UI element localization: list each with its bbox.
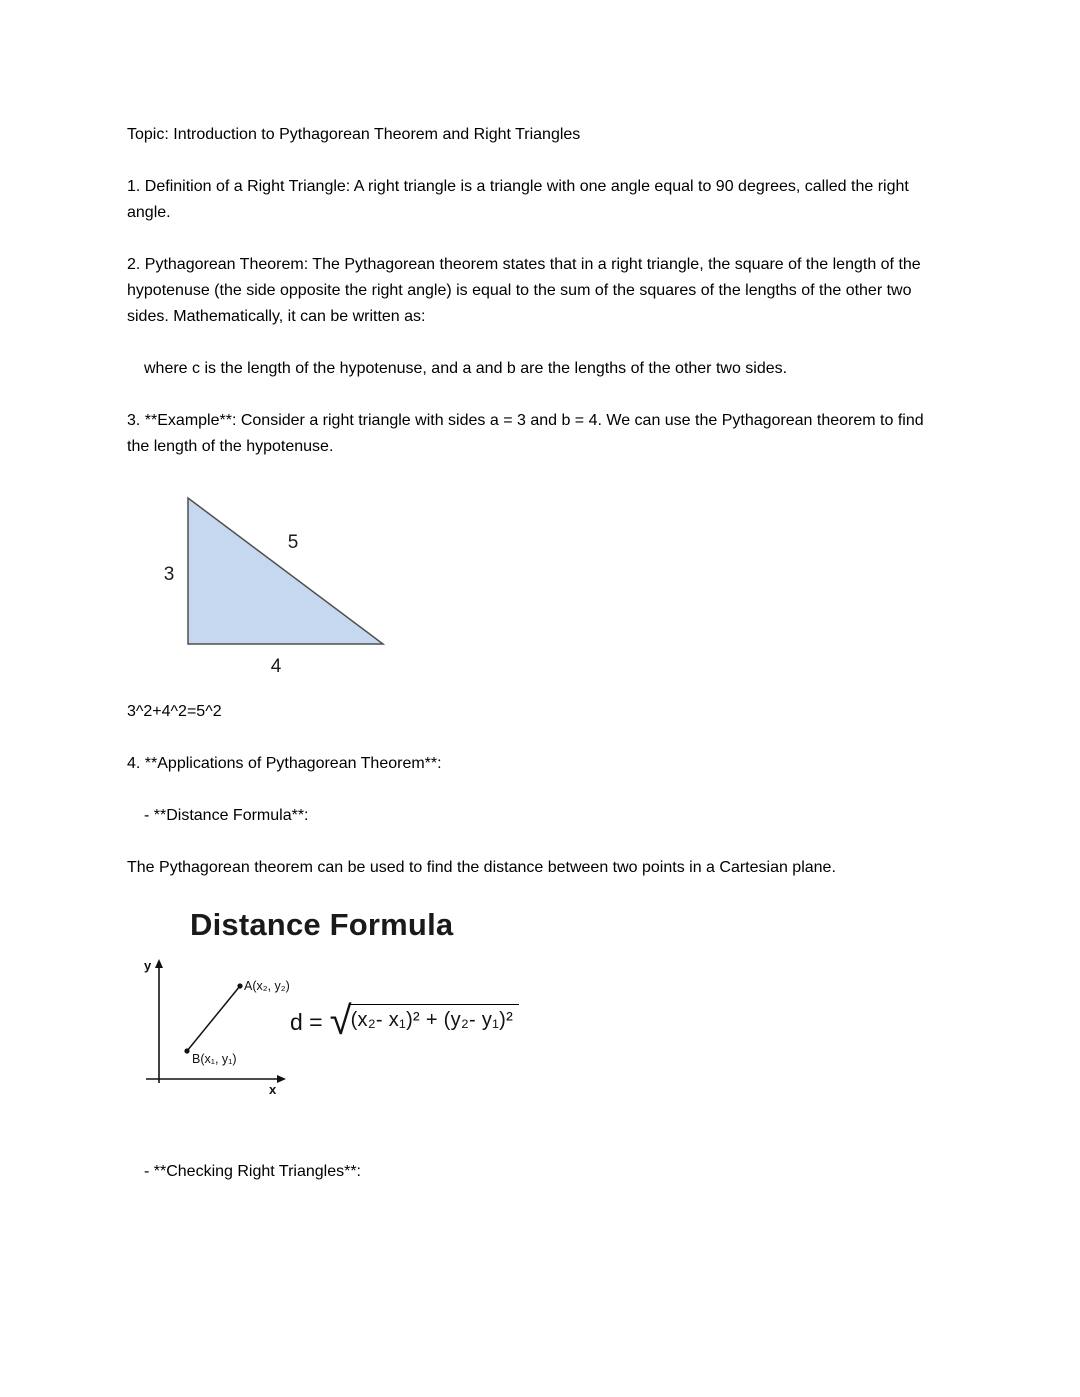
paragraph-equation: 3^2+4^2=5^2 bbox=[127, 703, 222, 720]
paragraph-where-clause: where c is the length of the hypotenuse, and a and b are the lengths of the other two sides. bbox=[144, 360, 788, 377]
x-axis-label: x bbox=[269, 1082, 277, 1097]
paragraph-checking-item: - **Checking Right Triangles**: bbox=[144, 1163, 361, 1180]
formula-lhs: d = bbox=[290, 1009, 323, 1035]
triangle-side-label-vertical: 3 bbox=[163, 564, 175, 585]
segment-ab bbox=[187, 986, 240, 1051]
paragraph-example: 3. **Example**: Consider a right triangle with sides a = 3 and b = 4. We can use the Pythagorean theorem to find the length of the hypotenuse. bbox=[127, 412, 929, 455]
paragraph-distance-text: The Pythagorean theorem can be used to find the distance between two points in a Cartesian plane. bbox=[127, 859, 836, 876]
point-a-dot-icon bbox=[237, 983, 242, 988]
triangle-side-label-hypotenuse: 5 bbox=[287, 532, 299, 553]
right-triangle-svg bbox=[133, 486, 433, 686]
point-b-label: B(x₁, y₁) bbox=[192, 1052, 237, 1066]
paragraph-theorem: 2. Pythagorean Theorem: The Pythagorean theorem states that in a right triangle, the square of the length of the hypotenuse (the side opposite the right angle) is equal to the sum of the squares of the lengths of the other two sides. Mathematically, it can be written as: bbox=[127, 256, 926, 325]
x-axis-arrow-icon bbox=[277, 1075, 286, 1083]
cartesian-graph-svg bbox=[139, 957, 309, 1109]
doc-title: Topic: Introduction to Pythagorean Theorem and Right Triangles bbox=[127, 126, 581, 143]
paragraph-applications: 4. **Applications of Pythagorean Theorem**: bbox=[127, 755, 442, 772]
distance-formula-title: Distance Formula bbox=[190, 907, 454, 942]
triangle-shape bbox=[188, 498, 383, 644]
cartesian-graph-area bbox=[127, 957, 727, 1109]
radical-sign: √ bbox=[329, 999, 352, 1043]
radicand: (x₂- x₁)² + (y₂- y₁)² bbox=[349, 1004, 520, 1032]
paragraph-distance-item: - **Distance Formula**: bbox=[144, 807, 309, 824]
paragraph-definition: 1. Definition of a Right Triangle: A right triangle is a triangle with one angle equal to 90 degrees, called the right angle. bbox=[127, 178, 914, 221]
y-axis-label: y bbox=[144, 958, 152, 973]
right-triangle-figure bbox=[133, 486, 433, 691]
y-axis-arrow-icon bbox=[155, 959, 163, 968]
point-b-dot-icon bbox=[184, 1048, 189, 1053]
distance-formula-figure bbox=[127, 907, 727, 1109]
triangle-side-label-horizontal: 4 bbox=[270, 656, 282, 677]
distance-formula-equation bbox=[290, 1001, 519, 1041]
point-a-label: A(x₂, y₂) bbox=[244, 979, 290, 993]
